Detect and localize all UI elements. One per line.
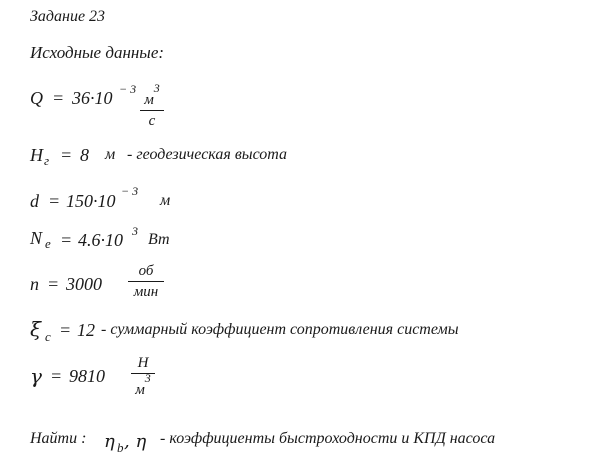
flow-rate-unit-numerator: м	[144, 92, 154, 108]
power-value: 4.6·10	[78, 230, 123, 250]
specific-weight-equals: =	[50, 366, 63, 386]
flow-rate-value: 36·10	[72, 88, 113, 108]
find-eta-second: , η	[124, 431, 147, 452]
geodesic-height-unit: м	[105, 146, 116, 163]
diameter-value: 150·10	[66, 191, 116, 211]
find-label: Найти :	[30, 430, 87, 447]
find-eta-symbol: η	[104, 431, 115, 452]
geodesic-height-value: 8	[80, 145, 89, 165]
rotation-speed-equals: =	[47, 274, 60, 294]
specific-weight-unit	[131, 355, 155, 398]
flow-rate-unit-exponent: 3	[153, 81, 160, 95]
specific-weight-symbol: γ	[30, 364, 42, 388]
task-title: Задание 23	[30, 8, 106, 25]
find-eta-subscript: b	[117, 440, 124, 455]
power-equals: =	[60, 230, 73, 250]
resistance-coefficient-description: - суммарный коэффициент сопротивления системы	[101, 321, 459, 338]
power-symbol: N	[30, 228, 43, 248]
resistance-coefficient-equals: =	[59, 320, 72, 340]
resistance-coefficient-symbol: ξ	[30, 317, 42, 341]
rotation-speed-symbol: n	[30, 274, 39, 294]
find-description: - коэффициенты быстроходности и КПД насоса	[160, 430, 496, 447]
diameter-equals: =	[48, 191, 61, 211]
flow-rate-exponent: − 3	[119, 82, 137, 96]
resistance-coefficient-value: 12	[77, 320, 95, 340]
flow-rate-symbol: Q	[30, 88, 43, 108]
specific-weight-value: 9810	[69, 366, 105, 386]
diameter-unit: м	[160, 192, 171, 209]
flow-rate-unit	[140, 81, 164, 129]
geodesic-height-equals: =	[60, 145, 73, 165]
specific-weight-unit-denominator: м	[135, 382, 145, 398]
rotation-speed-value: 3000	[66, 274, 102, 294]
specific-weight-unit-exponent: 3	[144, 371, 151, 385]
resistance-coefficient-subscript: c	[45, 329, 51, 344]
power-unit: Вт	[148, 231, 170, 248]
geodesic-height-description: - геодезическая высота	[127, 146, 288, 163]
given-data-heading: Исходные данные:	[30, 43, 165, 62]
rotation-speed-unit-denominator: мин	[133, 284, 159, 300]
diameter-exponent: − 3	[121, 184, 139, 198]
flow-rate-unit-denominator: с	[148, 113, 156, 129]
rotation-speed-unit-numerator: об	[138, 263, 154, 279]
specific-weight-unit-numerator: Н	[137, 355, 149, 371]
flow-rate-equals: =	[52, 88, 65, 108]
rotation-speed-unit	[128, 263, 164, 300]
geodesic-height-subscript: г	[44, 153, 50, 168]
power-exponent: 3	[132, 224, 138, 238]
geodesic-height-symbol: H	[30, 145, 43, 165]
power-subscript: e	[45, 236, 51, 251]
diameter-symbol: d	[30, 191, 39, 211]
